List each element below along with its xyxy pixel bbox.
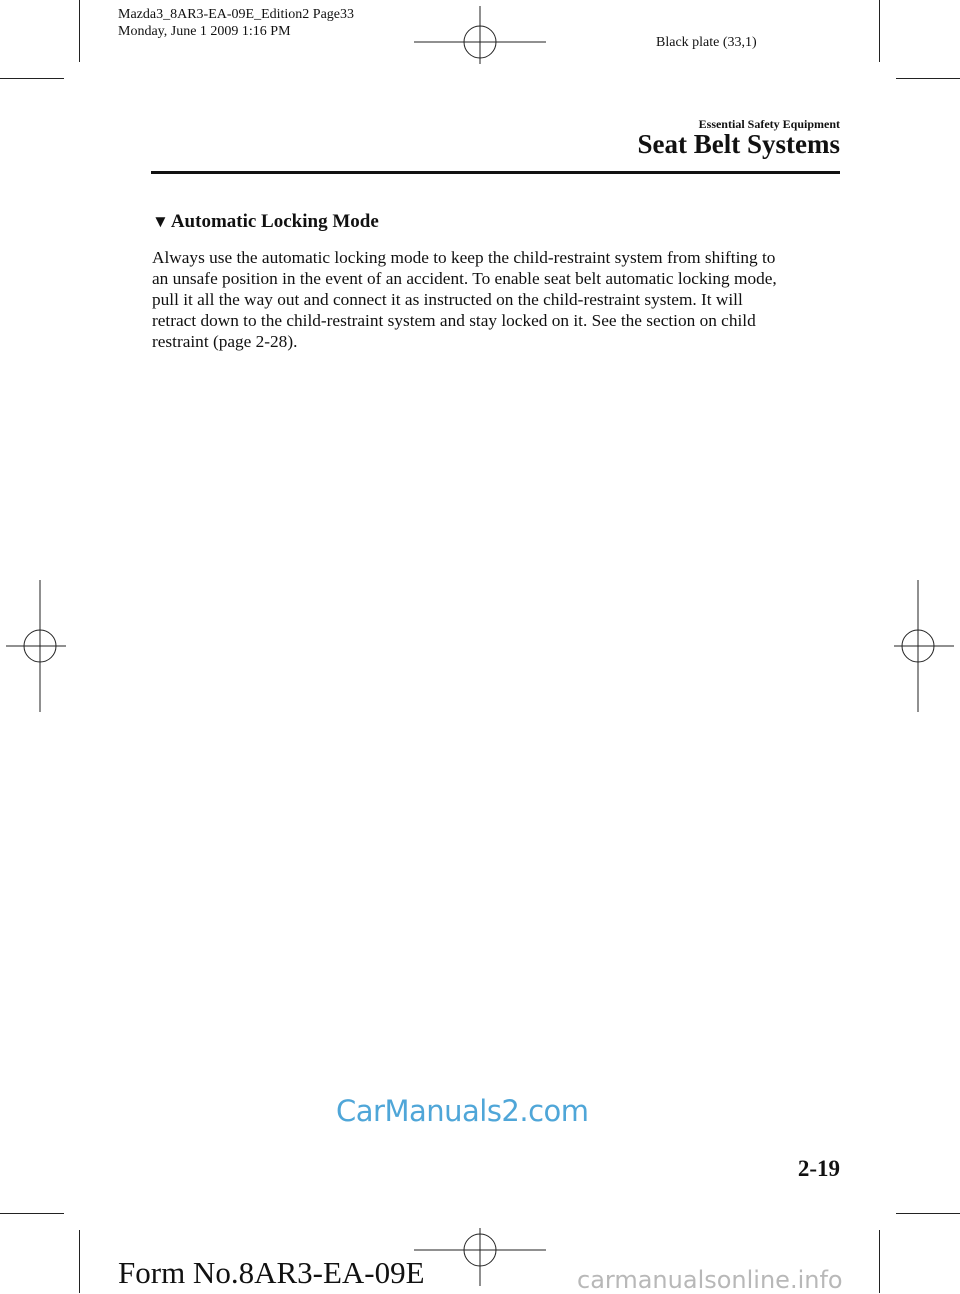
section-label: Essential Safety Equipment [698,117,840,131]
trim-mark-bottom-left-vertical [79,1230,80,1293]
page-number: 2-19 [797,1156,840,1181]
registration-mark-bottom [414,1228,546,1286]
print-slug-plate: Black plate (33,1) [656,35,757,50]
paragraph-line: restraint (page 2-28). [152,332,298,351]
trim-mark-bottom-left-horizontal [0,1213,64,1214]
body-paragraph [152,247,852,352]
title-rule [151,171,840,174]
subheading [152,211,379,233]
paragraph-line: retract down to the child-restraint system and stay locked on it. See the section on child [152,311,756,330]
trim-mark-bottom-right-vertical [879,1230,880,1293]
trim-mark-top-left-vertical [79,0,80,62]
paragraph-line: pull it all the way out and connect it as instructed on the child-restraint system. It will [152,290,743,309]
registration-mark-top [414,6,546,64]
print-slug-date: Monday, June 1 2009 1:16 PM [118,24,291,39]
form-number: Form No.8AR3-EA-09E [118,1255,425,1290]
trim-mark-bottom-right-horizontal [896,1213,960,1214]
registration-mark-left [6,580,66,712]
paragraph-line: an unsafe position in the event of an accident. To enable seat belt automatic locking mode, [152,269,777,288]
registration-mark-right [894,580,954,712]
page-title: Seat Belt Systems [637,129,840,159]
footer-site-watermark: carmanualsonline.info [577,1266,843,1294]
trim-mark-top-right-horizontal [896,78,960,79]
watermark: CarManuals2.com [336,1094,589,1128]
triangle-down-icon: ▼ [152,212,169,231]
print-slug-file: Mazda3_8AR3-EA-09E_Edition2 Page33 [118,7,355,22]
paragraph-line: Always use the automatic locking mode to keep the child-restraint system from shifting to [152,248,776,267]
trim-mark-top-right-vertical [879,0,880,62]
print-slug [118,6,354,40]
trim-mark-top-left-horizontal [0,78,64,79]
subheading-text: Automatic Locking Mode [170,211,379,232]
